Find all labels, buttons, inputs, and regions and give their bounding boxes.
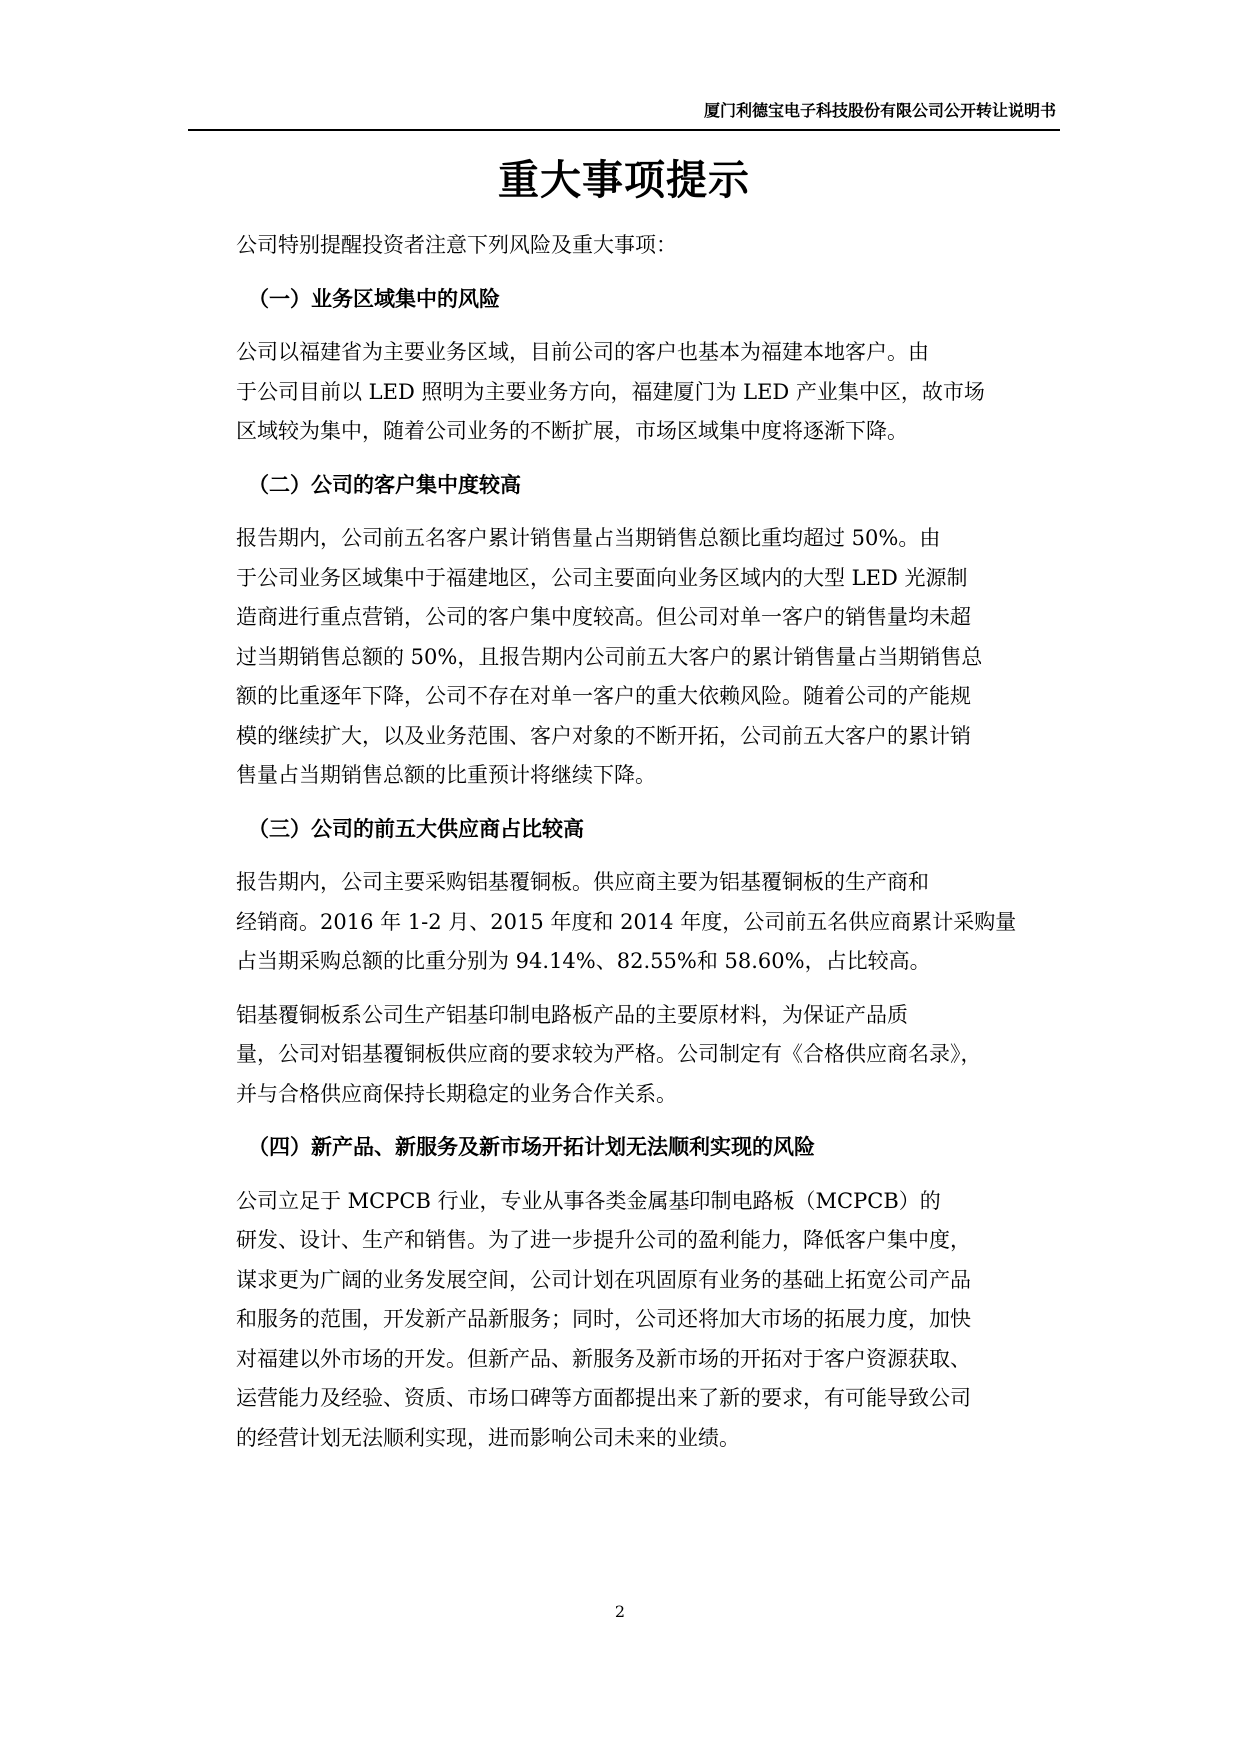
text-line: 并与合格供应商保持长期稳定的业务合作关系。: [236, 1081, 677, 1106]
text-line: 报告期内，公司主要采购铝基覆铜板。供应商主要为铝基覆铜板的生产商和: [236, 870, 929, 894]
page-title: 重大事项提示: [498, 156, 750, 204]
text-line: 区域较为集中，随着公司业务的不断扩展，市场区域集中度将逐渐下降。: [236, 419, 908, 443]
text-line: 占当期采购总额的比重分别为 94.14%、82.55%和 58.60%，占比较高。: [236, 949, 931, 973]
document-body: [188, 226, 1060, 1472]
text-line: 和服务的范围，开发新产品新服务；同时，公司还将加大市场的拓展力度，加快: [236, 1307, 971, 1331]
section-3-paragraph-2: [188, 996, 1060, 1115]
text-line: 于公司业务区域集中于福建地区，公司主要面向业务区域内的大型 LED 光源制: [236, 565, 968, 590]
section-4-heading: （四）新产品、新服务及新市场开拓计划无法顺利实现的风险: [248, 1135, 815, 1159]
text-line: 过当期销售总额的 50%，且报告期内公司前五大客户的累计销售量占当期销售总: [236, 644, 983, 669]
page-number: 2: [614, 1602, 626, 1621]
text-line: 报告期内，公司前五名客户累计销售量占当期销售总额比重均超过 50%。由: [236, 526, 941, 550]
text-line: 于公司目前以 LED 照明为主要业务方向，福建厦门为 LED 产业集中区，故市场: [236, 379, 985, 404]
section-2-heading: （二）公司的客户集中度较高: [248, 472, 521, 497]
text-line: 售量占当期销售总额的比重预计将继续下降。: [236, 763, 656, 787]
text-line: 的经营计划无法顺利实现，进而影响公司未来的业绩。: [236, 1425, 740, 1450]
text-line: 铝基覆铜板系公司生产铝基印制电路板产品的主要原材料，为保证产品质: [236, 1002, 908, 1027]
text-line: 研发、设计、生产和销售。为了进一步提升公司的盈利能力，降低客户集中度，: [236, 1228, 971, 1252]
section-1-paragraph: [188, 333, 1060, 452]
text-line: 运营能力及经验、资质、市场口碑等方面都提出来了新的要求，有可能导致公司: [236, 1386, 971, 1410]
text-line: 额的比重逐年下降，公司不存在对单一客户的重大依赖风险。随着公司的产能规: [236, 684, 971, 708]
text-line: 经销商。2016 年 1-2 月、2015 年度和 2014 年度，公司前五名供应商累计采购量: [236, 909, 1017, 934]
intro-paragraph: 公司特别提醒投资者注意下列风险及重大事项：: [236, 233, 677, 257]
text-line: 公司立足于 MCPCB 行业，专业从事各类金属基印制电路板（MCPCB）的: [236, 1188, 941, 1213]
text-line: 公司以福建省为主要业务区域，目前公司的客户也基本为福建本地客户。由: [236, 340, 929, 364]
text-line: 模的继续扩大，以及业务范围、客户对象的不断开拓，公司前五大客户的累计销: [236, 723, 971, 748]
section-4-paragraph: [188, 1182, 1060, 1459]
text-line: 造商进行重点营销，公司的客户集中度较高。但公司对单一客户的销售量均未超: [236, 605, 971, 629]
section-2-paragraph: [188, 519, 1060, 796]
text-line: 对福建以外市场的开发。但新产品、新服务及新市场的开拓对于客户资源获取、: [236, 1346, 971, 1371]
page-header: [188, 100, 1060, 131]
section-3-heading: （三）公司的前五大供应商占比较高: [248, 816, 584, 841]
text-line: 量，公司对铝基覆铜板供应商的要求较为严格。公司制定有《合格供应商名录》，: [236, 1042, 982, 1066]
text-line: 谋求更为广阔的业务发展空间，公司计划在巩固原有业务的基础上拓宽公司产品: [236, 1267, 971, 1292]
section-1-heading: （一）业务区域集中的风险: [248, 286, 500, 311]
section-3-paragraph-1: [188, 863, 1060, 982]
document-header-title: 厦门利德宝电子科技股份有限公司公开转让说明书: [703, 101, 1056, 120]
